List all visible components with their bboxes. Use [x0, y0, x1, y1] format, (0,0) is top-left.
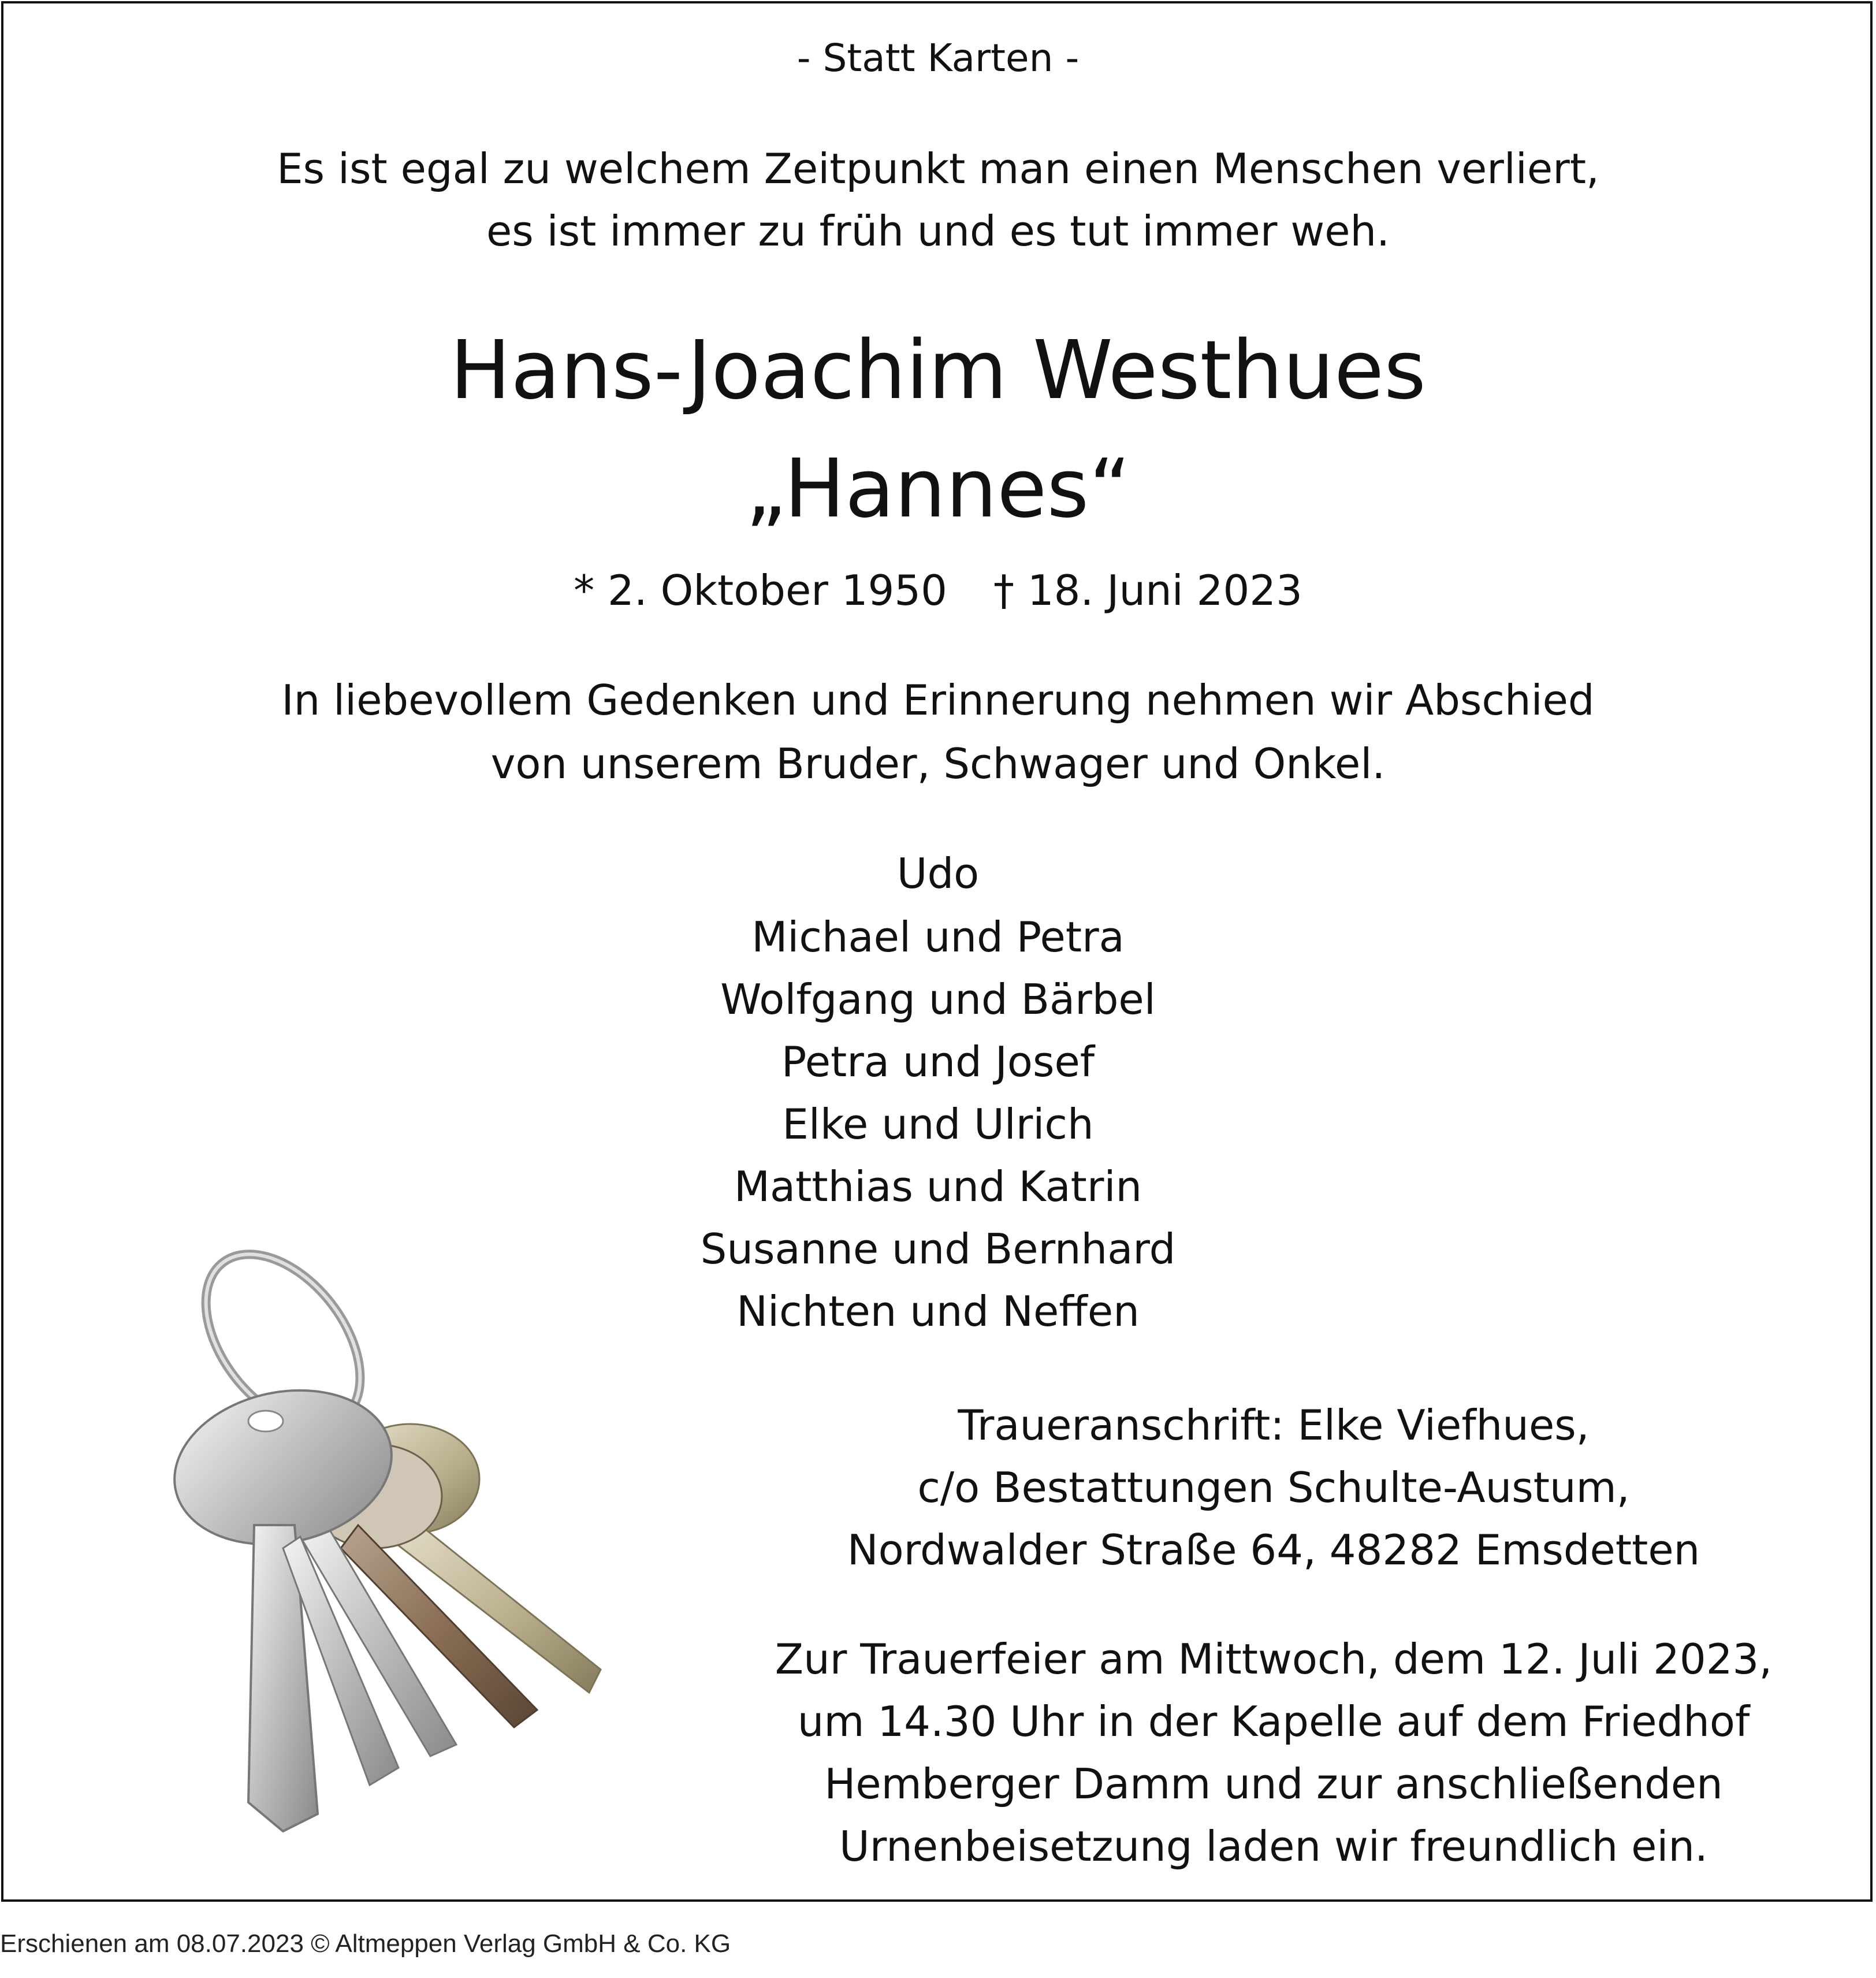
birth-date: * 2. Oktober 1950 [574, 566, 947, 615]
mourner: Michael und Petra [751, 913, 1125, 961]
deceased-name: Hans-Joachim Westhues [450, 324, 1426, 418]
mourner: Petra und Josef [781, 1038, 1095, 1086]
deceased-nickname: „Hannes“ [745, 442, 1131, 536]
ceremony-line-2: um 14.30 Uhr in der Kapelle auf dem Friedhof [797, 1697, 1750, 1746]
mourner: Udo [896, 849, 980, 898]
statt-karten: - Statt Karten - [796, 36, 1080, 80]
death-date: † 18. Juni 2023 [993, 566, 1302, 615]
address-line-2: c/o Bestattungen Schulte-Austum, [917, 1463, 1630, 1512]
ceremony-line-1: Zur Trauerfeier am Mittwoch, dem 12. Juli 2023, [775, 1635, 1773, 1683]
mourner: Matthias und Katrin [734, 1162, 1142, 1211]
ceremony-line-3: Hemberger Damm und zur anschließenden [824, 1760, 1723, 1808]
publication-footer: Erschienen am 08.07.2023 © Altmeppen Verlag GmbH & Co. KG [0, 1929, 731, 1958]
address-line-3: Nordwalder Straße 64, 48282 Emsdetten [847, 1526, 1700, 1574]
quote-line-1: Es ist egal zu welchem Zeitpunkt man einen Menschen verliert, [277, 144, 1599, 193]
life-dates [0, 566, 1876, 615]
address-line-1: Traueranschrift: Elke Viefhues, [958, 1401, 1590, 1449]
farewell-line-2: von unserem Bruder, Schwager und Onkel. [490, 739, 1386, 788]
mourner: Wolfgang und Bärbel [720, 975, 1156, 1024]
mourner: Elke und Ulrich [782, 1100, 1094, 1148]
keys-image [110, 1248, 722, 1872]
ceremony-line-4: Urnenbeisetzung laden wir freundlich ein. [839, 1822, 1708, 1871]
mourner: Susanne und Bernhard [700, 1225, 1176, 1273]
quote-line-2: es ist immer zu früh und es tut immer weh. [486, 207, 1390, 255]
farewell-line-1: In liebevollem Gedenken und Erinnerung nehmen wir Abschied [281, 676, 1595, 724]
mourner: Nichten und Neffen [736, 1287, 1140, 1336]
